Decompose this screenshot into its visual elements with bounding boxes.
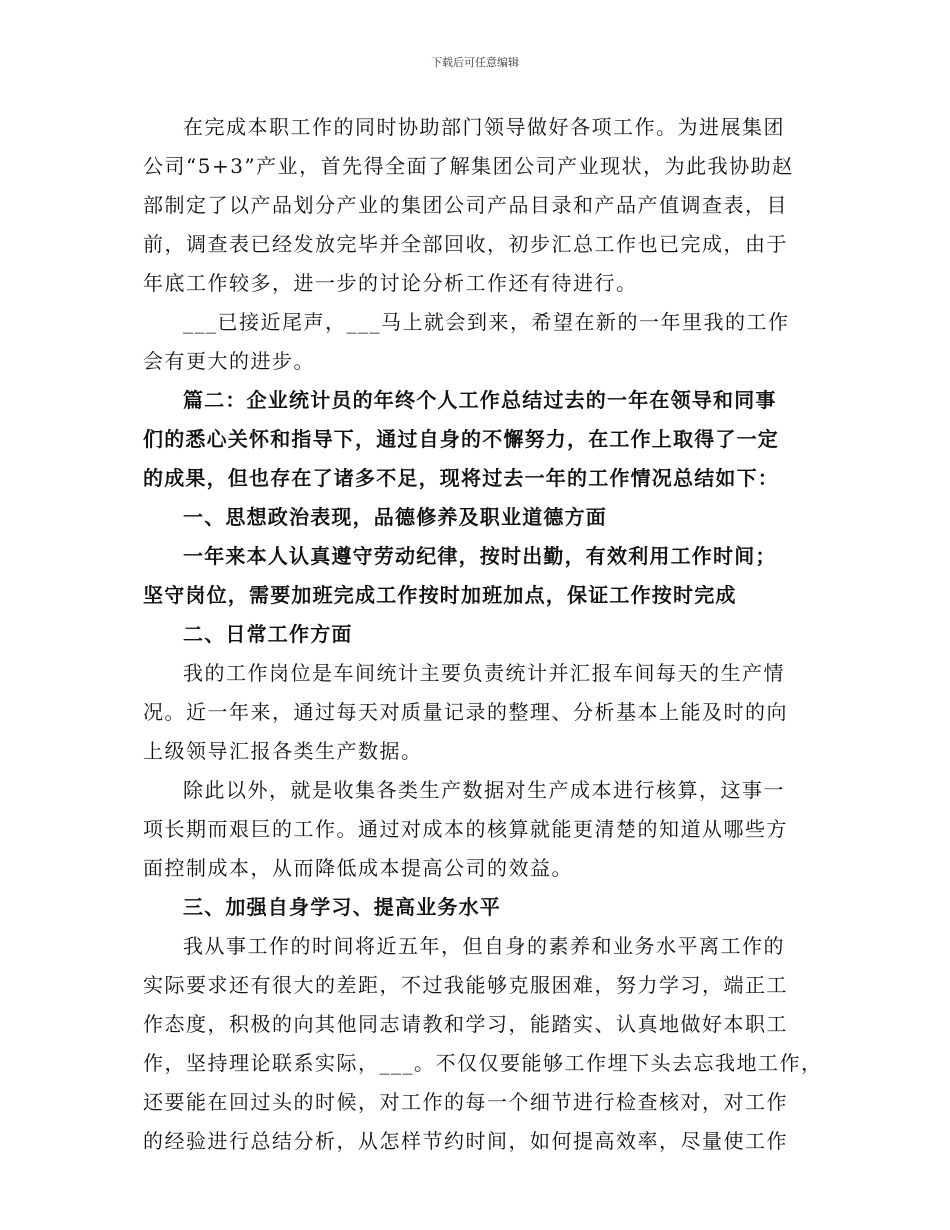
paragraph xyxy=(143,771,811,888)
text-line: 的经验进行总结分析，从怎样节约时间，如何提高效率，尽量使工作 xyxy=(143,1129,788,1153)
paragraph xyxy=(143,303,811,381)
text-line: 项长期而艰巨的工作。通过对成本的核算就能更清楚的知道从哪些方 xyxy=(143,817,788,841)
bold-paragraph xyxy=(143,537,811,615)
text-line: ___已接近尾声，___马上就会到来，希望在新的一年里我的工作 xyxy=(183,310,790,334)
text-line: 篇二：企业统计员的年终个人工作总结过去的一年在领导和同事 xyxy=(183,388,777,412)
paragraph xyxy=(143,108,811,303)
text-line: 坚守岗位，需要加班完成工作按时加班加点，保证工作按时完成 xyxy=(143,583,737,607)
text-line: 三、加强自身学习、提高业务水平 xyxy=(183,895,501,919)
text-line: 会有更大的进步。 xyxy=(143,349,315,373)
text-line: 我的工作岗位是车间统计主要负责统计并汇报车间每天的生产情 xyxy=(183,661,785,685)
bold-paragraph xyxy=(143,615,811,654)
text-line: 的成果，但也存在了诸多不足，现将过去一年的工作情况总结如下： xyxy=(143,466,779,490)
text-line: 面控制成本，从而降低成本提高公司的效益。 xyxy=(143,856,573,880)
text-line: 还要能在回过头的时候，对工作的每一个细节进行检查核对，对工作 xyxy=(143,1090,788,1114)
text-line: 二、日常工作方面 xyxy=(183,622,353,646)
text-line: 公司“5+3”产业，首先得全面了解集团公司产业现状，为此我协助赵 xyxy=(143,154,794,178)
text-line: 在完成本职工作的同时协助部门领导做好各项工作。为进展集团 xyxy=(183,115,785,139)
text-line: 一年来本人认真遵守劳动纪律，按时出勤，有效利用工作时间； xyxy=(183,544,777,568)
bold-paragraph xyxy=(143,498,811,537)
text-line: 一、思想政治表现，品德修养及职业道德方面 xyxy=(183,505,607,529)
text-line: 除此以外，就是收集各类生产数据对生产成本进行核算，这事一 xyxy=(183,778,785,802)
text-line: 年底工作较多，进一步的讨论分析工作还有待进行。 xyxy=(143,271,638,295)
text-line: 前，调查表已经发放完毕并全部回收，初步汇总工作也已完成，由于 xyxy=(143,232,788,256)
paragraph xyxy=(143,654,811,771)
paragraph xyxy=(143,927,823,1161)
text-line: 部制定了以产品划分产业的集团公司产品目录和产品产值调查表，目 xyxy=(143,193,788,217)
text-line: 作，坚持理论联系实际，___。不仅仅要能够工作埋下头去忘我地工作， xyxy=(143,1051,823,1075)
text-line: 们的悉心关怀和指导下，通过自身的不懈努力，在工作上取得了一定 xyxy=(143,427,779,451)
document-body xyxy=(143,108,823,1161)
text-line: 作态度，积极的向其他同志请教和学习，能踏实、认真地做好本职工 xyxy=(143,1012,788,1036)
bold-paragraph xyxy=(143,381,811,498)
bold-paragraph xyxy=(143,888,811,927)
page-header: 下载后可任意编辑 xyxy=(431,56,519,69)
text-line: 我从事工作的时间将近五年，但自身的素养和业务水平离工作的 xyxy=(183,934,785,958)
text-line: 实际要求还有很大的差距，不过我能够克服困难，努力学习，端正工 xyxy=(143,973,788,997)
text-line: 上级领导汇报各类生产数据。 xyxy=(143,739,423,763)
text-line: 况。近一年来，通过每天对质量记录的整理、分析基本上能及时的向 xyxy=(143,700,788,724)
